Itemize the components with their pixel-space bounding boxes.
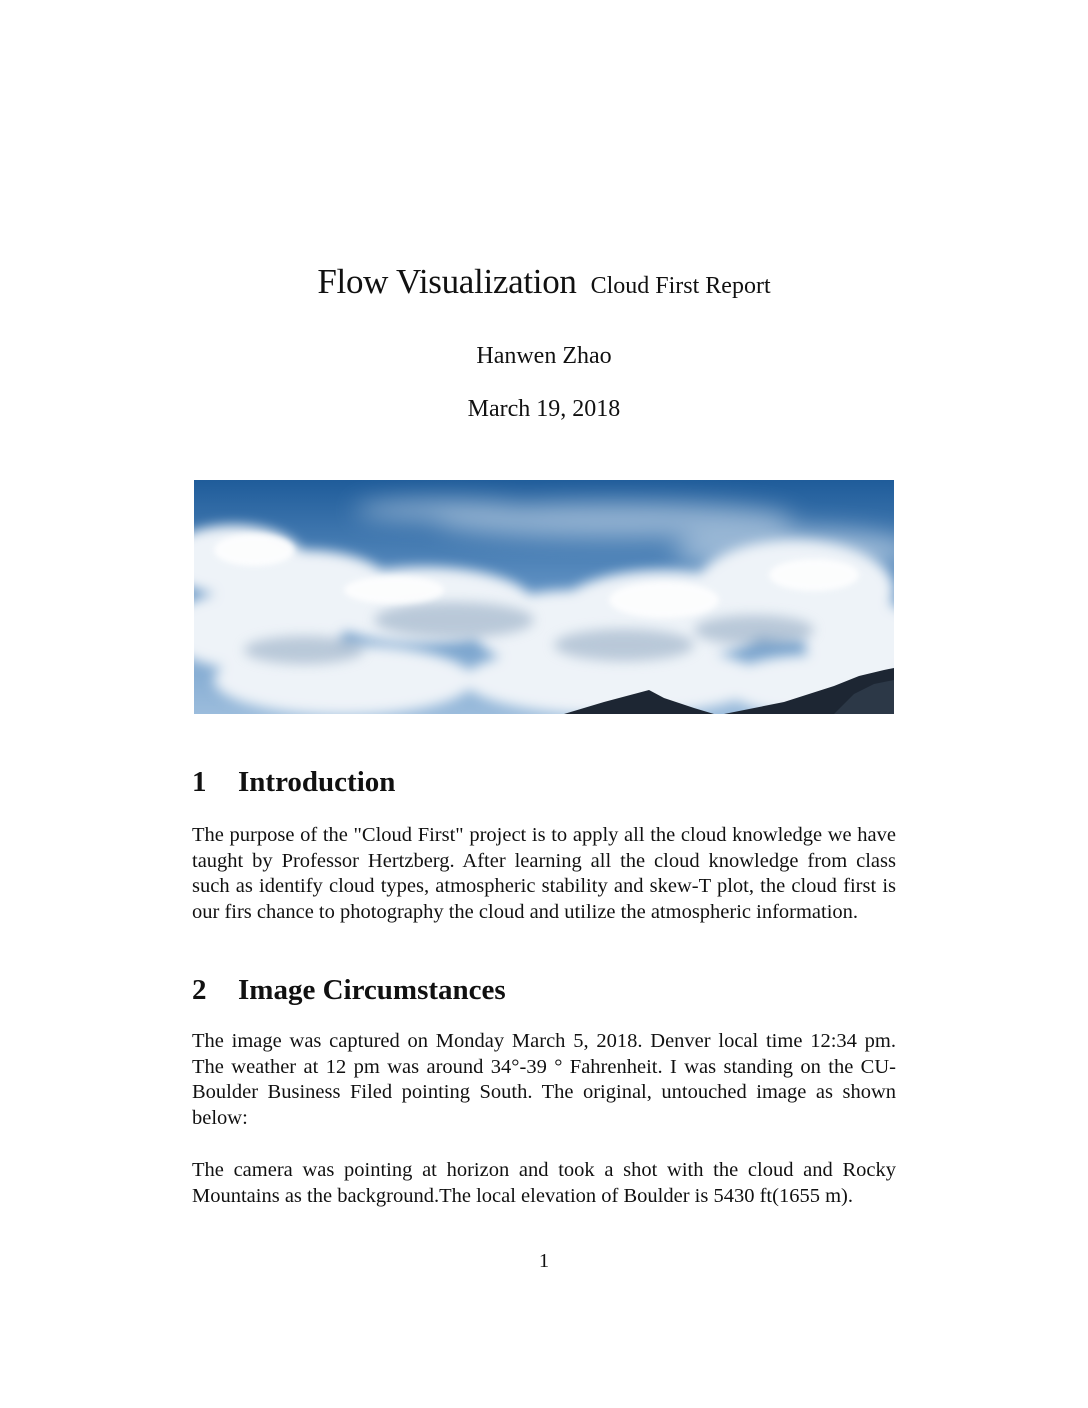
- section-number: 2: [192, 974, 207, 1006]
- intro-paragraph: The purpose of the "Cloud First" project is to apply all the cloud knowledge we have taught by Professor Hertzberg. After learning all the cloud knowledge from class such as identify cloud types, atmospheric stability and skew-T plot, the cloud first is our firs chance to photography the cloud and utilize the atmospheric information.: [192, 824, 896, 923]
- document-date: March 19, 2018: [467, 396, 621, 422]
- document-subtitle: Cloud First Report: [590, 273, 771, 299]
- section-heading-introduction: [192, 766, 395, 799]
- section-title: Image Circumstances: [238, 974, 506, 1006]
- section-heading-image-circumstances: [192, 974, 506, 1007]
- section-number: 1: [192, 766, 207, 798]
- camera-paragraph: The camera was pointing at horizon and took a shot with the cloud and Rocky Mountains as the background.The local elevation of Boulder is 5430 ft(1655 m).: [192, 1159, 896, 1207]
- cloud-photo-icon: [194, 480, 894, 714]
- author-name: Hanwen Zhao: [476, 343, 612, 369]
- title-block: [0, 262, 1088, 302]
- cloud-photo: [194, 480, 894, 714]
- page-number: 1: [538, 1250, 550, 1272]
- document-title: Flow Visualization: [317, 262, 577, 301]
- section-title: Introduction: [238, 766, 396, 798]
- circumstances-paragraph: The image was captured on Monday March 5, 2018. Denver local time 12:34 pm. The weather at 12 pm was around 34°-39 ° Fahrenheit. I was standing on the CU-Boulder Business Filed pointing South. The original, untouched image as shown below:: [192, 1030, 896, 1129]
